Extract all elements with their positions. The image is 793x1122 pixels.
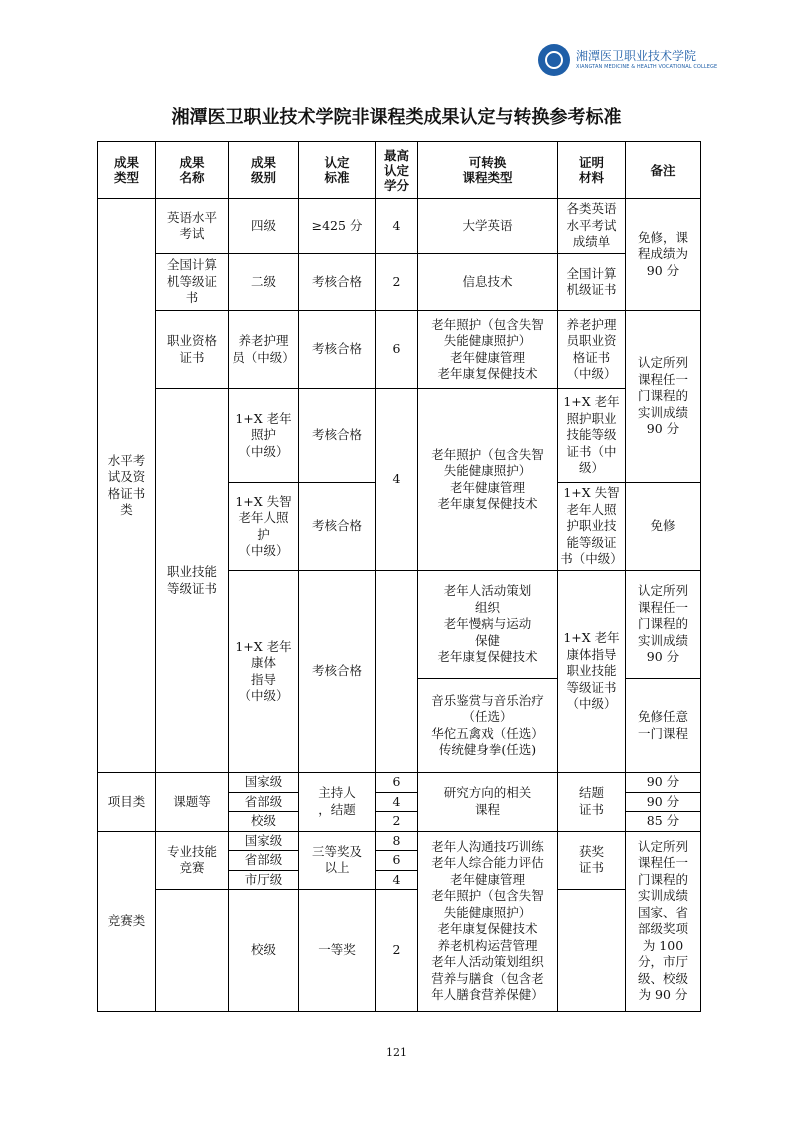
college-logo bbox=[538, 44, 718, 78]
qualification-level: 养老护理 员（中级） bbox=[229, 311, 299, 389]
group-cert: 水平考 试及资 格证书 类 bbox=[98, 199, 156, 773]
project-credits-national: 6 bbox=[376, 773, 418, 793]
rehab-credits-empty bbox=[376, 571, 418, 773]
project-credits-school: 2 bbox=[376, 812, 418, 832]
page-number: 121 bbox=[386, 1046, 407, 1059]
computer-name: 全国计算 机等级证 书 bbox=[156, 254, 229, 311]
header-row bbox=[98, 142, 701, 199]
header-level: 成果 级别 bbox=[229, 142, 299, 199]
contest-credits-provincial: 6 bbox=[376, 851, 418, 871]
qualification-course: 老年照护（包含失智 失能健康照护） 老年健康管理 老年康复保健技术 bbox=[418, 311, 558, 389]
standards-table bbox=[97, 141, 701, 1012]
header-type: 成果 类型 bbox=[98, 142, 156, 199]
english-proof: 各类英语 水平考试 成绩单 bbox=[558, 199, 626, 254]
care-level: 1+X 老年 照护 （中级） bbox=[229, 389, 299, 483]
contest-school-standard: 一等奖 bbox=[299, 890, 376, 1012]
header-standard: 认定 标准 bbox=[299, 142, 376, 199]
contest-level-national: 国家级 bbox=[229, 831, 299, 851]
project-note-national: 90 分 bbox=[626, 773, 701, 793]
table-row bbox=[98, 773, 701, 793]
dementia-note: 免修 bbox=[626, 483, 701, 571]
contest-standard: 三等奖及 以上 bbox=[299, 831, 376, 890]
rehab-proof: 1+X 老年 康体指导 职业技能 等级证书 （中级） bbox=[558, 571, 626, 773]
rehab-course-a: 老年人活动策划 组织 老年慢病与运动 保健 老年康复保健技术 bbox=[418, 571, 558, 679]
table-row bbox=[98, 831, 701, 851]
table-row bbox=[98, 254, 701, 311]
header-credits: 最高 认定 学分 bbox=[376, 142, 418, 199]
qualification-proof: 养老护理 员职业资 格证书 （中级） bbox=[558, 311, 626, 389]
rehab-note-a: 认定所列 课程任一 门课程的 实训成绩 90 分 bbox=[626, 571, 701, 679]
dementia-proof: 1+X 失智 老年人照 护职业技 能等级证 书（中级） bbox=[558, 483, 626, 571]
header-proof: 证明 材料 bbox=[558, 142, 626, 199]
table-row bbox=[98, 389, 701, 483]
header-course: 可转换 课程类型 bbox=[418, 142, 558, 199]
computer-standard: 考核合格 bbox=[299, 254, 376, 311]
project-course: 研究方向的相关 课程 bbox=[418, 773, 558, 832]
english-standard: ≥425 分 bbox=[299, 199, 376, 254]
group-project: 项目类 bbox=[98, 773, 156, 832]
computer-proof: 全国计算 机级证书 bbox=[558, 254, 626, 311]
project-level-school: 校级 bbox=[229, 812, 299, 832]
project-note-school: 85 分 bbox=[626, 812, 701, 832]
rehab-level: 1+X 老年 康体 指导 （中级） bbox=[229, 571, 299, 773]
project-name: 课题等 bbox=[156, 773, 229, 832]
qualification-name: 职业资格 证书 bbox=[156, 311, 229, 389]
english-course: 大学英语 bbox=[418, 199, 558, 254]
qualification-standard: 考核合格 bbox=[299, 311, 376, 389]
college-emblem-icon bbox=[538, 44, 570, 76]
rehab-course-b: 音乐鉴赏与音乐治疗 （任选） 华佗五禽戏（任选） 传统健身拳(任选) bbox=[418, 679, 558, 773]
contest-credits-national: 8 bbox=[376, 831, 418, 851]
skill-group-name: 职业技能 等级证书 bbox=[156, 389, 229, 773]
english-credits: 4 bbox=[376, 199, 418, 254]
care-course: 老年照护（包含失智 失能健康照护） 老年健康管理 老年康复保健技术 bbox=[418, 389, 558, 571]
contest-proof: 获奖 证书 bbox=[558, 831, 626, 890]
page-title: 湘潭医卫职业技术学院非课程类成果认定与转换参考标准 bbox=[171, 107, 622, 128]
contest-credits-city: 4 bbox=[376, 870, 418, 890]
project-proof: 结题 证书 bbox=[558, 773, 626, 832]
contest-name: 专业技能 竞赛 bbox=[156, 831, 229, 890]
table-row bbox=[98, 311, 701, 389]
english-note: 免修，课 程成绩为 90 分 bbox=[626, 199, 701, 311]
dementia-standard: 考核合格 bbox=[299, 483, 376, 571]
contest-school-credits: 2 bbox=[376, 890, 418, 1012]
qualification-credits: 6 bbox=[376, 311, 418, 389]
dementia-level: 1+X 失智 老年人照 护 （中级） bbox=[229, 483, 299, 571]
contest-note: 认定所列 课程任一 门课程的 实训成绩 国家、省 部级奖项 为 100 分，市厅 级、校级 为 90 分 bbox=[626, 831, 701, 1012]
project-standard: 主持人 ，结题 bbox=[299, 773, 376, 832]
project-note-provincial: 90 分 bbox=[626, 792, 701, 812]
computer-course: 信息技术 bbox=[418, 254, 558, 311]
contest-school-level: 校级 bbox=[229, 890, 299, 1012]
care-proof: 1+X 老年 照护职业 技能等级 证书（中 级） bbox=[558, 389, 626, 483]
logo-subtitle: XIANGTAN MEDICINE & HEALTH VOCATIONAL COLLEGE bbox=[576, 64, 718, 70]
english-level: 四级 bbox=[229, 199, 299, 254]
header-name: 成果 名称 bbox=[156, 142, 229, 199]
computer-credits: 2 bbox=[376, 254, 418, 311]
rehab-note-b: 免修任意 一门课程 bbox=[626, 679, 701, 773]
group-contest: 竞赛类 bbox=[98, 831, 156, 1012]
rehab-standard: 考核合格 bbox=[299, 571, 376, 773]
computer-level: 二级 bbox=[229, 254, 299, 311]
english-name: 英语水平 考试 bbox=[156, 199, 229, 254]
contest-level-city: 市厅级 bbox=[229, 870, 299, 890]
logo-name: 湘潭医卫职业技术学院 bbox=[576, 49, 697, 63]
table-row bbox=[98, 199, 701, 254]
care-credits: 4 bbox=[376, 389, 418, 571]
contest-course: 老年人沟通技巧训练 老年人综合能力评估 老年健康管理 老年照护（包含失智 失能健康照护） 老年康复保健技术 养老机构运营管理 老年人活动策划组织 营养与膳食（包含老 年人膳食营养保健） bbox=[418, 831, 558, 1012]
header-note: 备注 bbox=[626, 142, 701, 199]
table-row bbox=[98, 890, 701, 1012]
contest-school-name-empty bbox=[156, 890, 229, 1012]
contest-school-proof-empty bbox=[558, 890, 626, 1012]
project-level-national: 国家级 bbox=[229, 773, 299, 793]
contest-level-provincial: 省部级 bbox=[229, 851, 299, 871]
project-credits-provincial: 4 bbox=[376, 792, 418, 812]
qualification-note: 认定所列 课程任一 门课程的 实训成绩 90 分 bbox=[626, 311, 701, 483]
care-standard: 考核合格 bbox=[299, 389, 376, 483]
project-level-provincial: 省部级 bbox=[229, 792, 299, 812]
